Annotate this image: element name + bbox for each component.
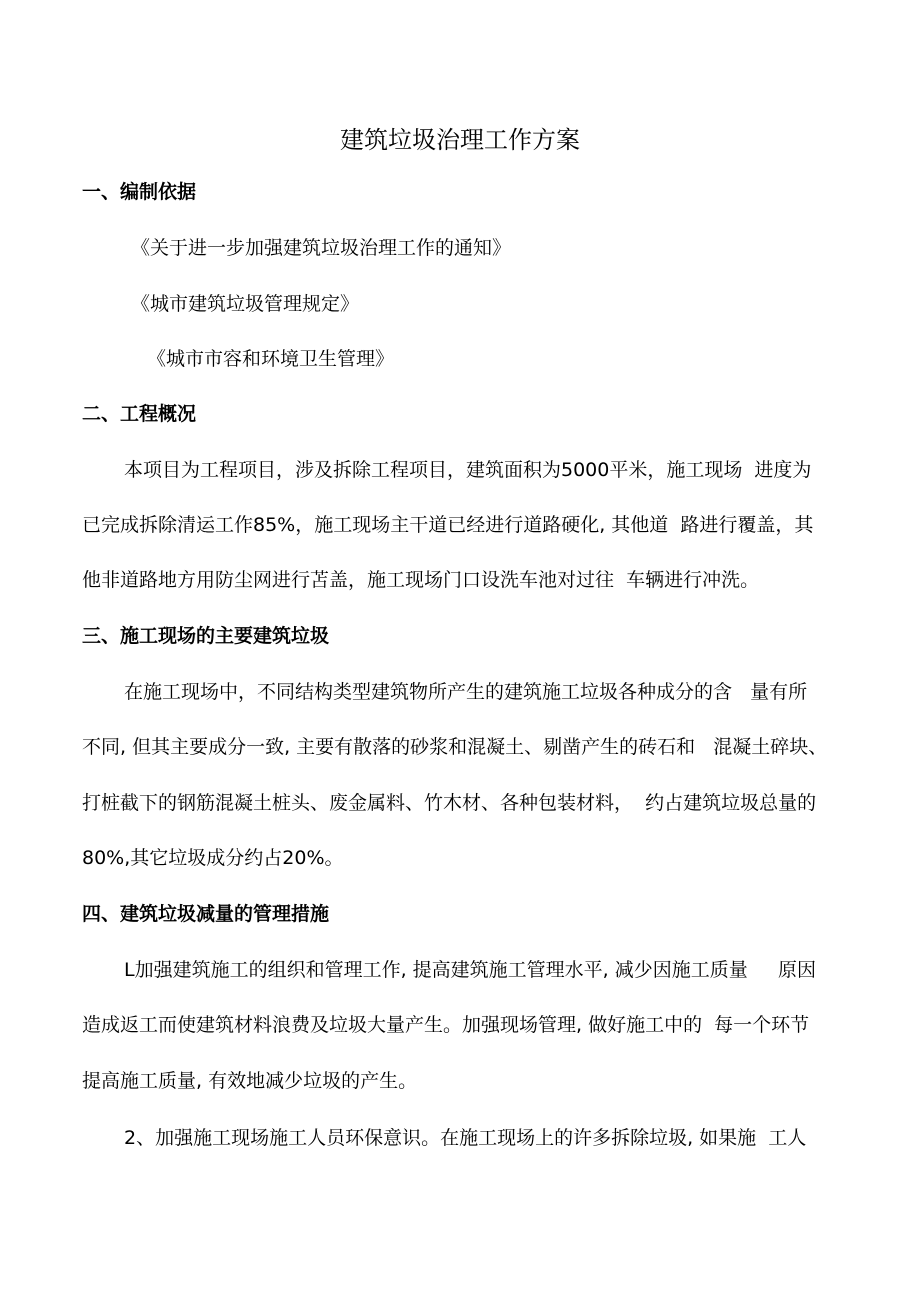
paragraph-line: 提高施工质量, 有效地减少垃圾的产生。	[82, 1070, 418, 1092]
paragraph-line: 2、加强施工现场施工人员环保意识。在施工现场上的许多拆除垃圾, 如果施 工人	[124, 1127, 807, 1149]
paragraph-line: 不同, 但其主要成分一致, 主要有散落的砂浆和混凝土、剔凿产生的砖石和 混凝土碎块、	[82, 736, 828, 758]
paragraph-line: 本项目为工程项目，涉及拆除工程项目，建筑面积为5000平米，施工现场 进度为	[124, 459, 812, 481]
reference-item: 《关于进一步加强建筑垃圾治理工作的通知》	[131, 237, 512, 259]
reference-item: 《城市市容和环境卫生管理》	[147, 348, 395, 370]
paragraph-line: 造成返工而使建筑材料浪费及垃圾大量产生。加强现场管理, 做好施工中的 每一个环节	[82, 1014, 810, 1036]
section-heading-basis: 一、编制依据	[82, 181, 197, 203]
reference-item: 《城市建筑垃圾管理规定》	[131, 293, 360, 315]
paragraph-line: 打桩截下的钢筋混凝土桩头、废金属料、竹木材、各种包装材料， 约占建筑垃圾总量的	[82, 792, 817, 814]
paragraph-line: 他非道路地方用防尘网进行苫盖，施工现场门口设洗车池对过往 车辆进行冲洗。	[82, 569, 760, 591]
paragraph-line: 80%,其它垃圾成分约占20%。	[82, 847, 344, 869]
section-heading-measures: 四、建筑垃圾减量的管理措施	[82, 903, 330, 925]
paragraph-line: 已完成拆除清运工作85%，施工现场主干道已经进行道路硬化, 其他道 路进行覆盖，其	[82, 514, 814, 536]
paragraph-line: L加强建筑施工的组织和管理工作, 提高建筑施工管理水平, 减少因施工质量 原因	[124, 959, 816, 981]
document-title: 建筑垃圾治理工作方案	[340, 126, 580, 154]
section-heading-overview: 二、工程概况	[82, 403, 197, 425]
paragraph-line: 在施工现场中，不同结构类型建筑物所产生的建筑施工垃圾各种成分的含 量有所	[124, 681, 808, 703]
section-heading-waste: 三、施工现场的主要建筑垃圾	[82, 625, 330, 647]
